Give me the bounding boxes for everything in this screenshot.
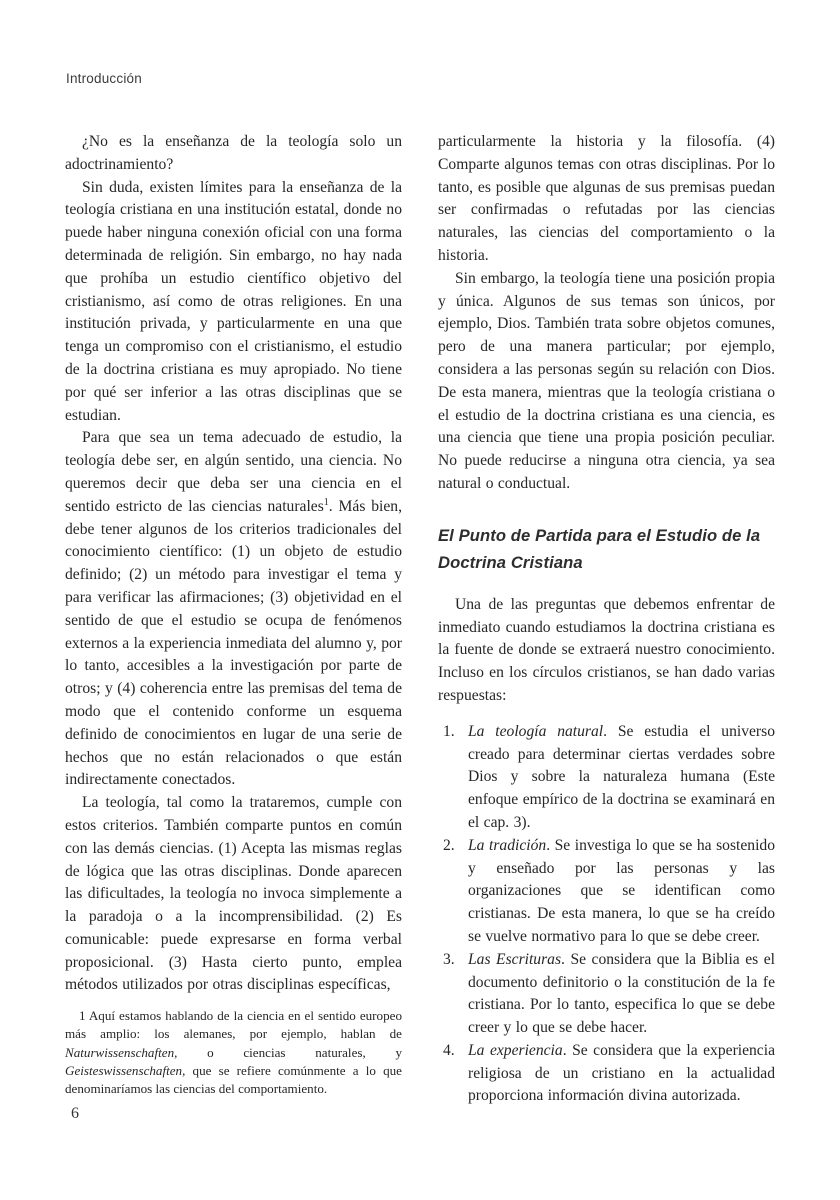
list-item-lead: La experiencia: [468, 1041, 563, 1059]
list-item-lead: Las Escrituras: [468, 950, 562, 968]
list-item-text: . Se investiga lo que se ha sostenido y enseñado por las personas y las organizaciones que se identifican como cristianas. De esta manera, lo que se ha creído se vuelve normativo para lo que se debe creer.: [468, 836, 776, 945]
footnote-segment: o ciencias naturales, y: [177, 1044, 402, 1060]
paragraph-science-before-ref: Para que sea un tema adecuado de estudio, la teología debe ser, en algún sentido, una ciencia. No queremos decir que deba ser una ciencia en el sentido estricto de las ciencias naturales: [65, 429, 402, 515]
paragraph-intro-sources: Una de las preguntas que debemos enfrentar de inmediato cuando estudiamos la doctrina cristiana es la fuente de donde se extraerá nuestro conocimiento. Incluso en los círculos cristianos, se han dado varias respuestas:: [438, 595, 775, 704]
list-item-number: 4.: [443, 1041, 455, 1059]
list-item-lead: La teología natural: [468, 722, 604, 740]
running-header: Introducción: [66, 71, 142, 86]
list-item-number: 2.: [443, 836, 455, 854]
paragraph-unique-position: Sin embargo, la teología tiene una posición propia y única. Algunos de sus temas son únicos, por ejemplo, Dios. También trata sobre objetos comunes, pero de una manera particular; por ejemplo, considera a las personas según su relación con Dios. De esta manera, mientras que la teología cristiana o el estudio de la doctrina cristiana es una ciencia, es una ciencia que tiene una propia posición peculiar. No puede reducirse a ninguna otra ciencia, ya sea natural o conductual.: [438, 269, 775, 492]
footnote-reference: 1: [323, 496, 329, 508]
paragraph-science: [65, 427, 402, 792]
sources-list: [438, 721, 775, 1109]
list-item-text: . Se estudia el universo creado para determinar ciertas verdades sobre Dios y sobre la naturaleza humana (Este enfoque empírico de la doctrina se examinará en el cap. 3).: [468, 722, 775, 831]
list-item-text: . Se considera que la Biblia es el documento definitorio o la constitución de la fe cristiana. Por lo tanto, especifica lo que se debe creer y lo que se debe hacer.: [468, 950, 775, 1037]
right-column: [438, 131, 775, 1108]
list-item-scriptures: [438, 949, 775, 1040]
paragraph-continuation: particularmente la historia y la filosofía. (4) Comparte algunos temas con otras disciplinas. Por lo tanto, es posible que algunas de sus premisas puedan ser confirmadas o refutadas por las ciencias naturales, las ciencias del comportamiento o la historia.: [438, 133, 775, 264]
paragraph-criteria: La teología, tal como la trataremos, cumple con estos criterios. También comparte puntos en común con las demás ciencias. (1) Acepta las mismas reglas de lógica que las otras disciplinas. Donde aparecen las dificultades, la teología no invoca simplemente a la paradoja o a la incomprensibilidad. (2) Es comunicable: puede expresarse en forma verbal proposicional. (3) Hasta cierto punto, emplea métodos utilizados por otras disciplinas específicas,: [65, 794, 402, 994]
list-item-number: 1.: [443, 722, 455, 740]
paragraph-question: ¿No es la enseñanza de la teología solo un adoctrinamiento?: [65, 133, 402, 173]
paragraph-science-after-ref: . Más bien, debe tener algunos de los criterios tradicionales del conocimiento científico: (1) un objeto de estudio definido; (2) un método para investigar el tema y para verificar las afirmaciones; (3) objetividad en el sentido de que el estudio se ocupa de fenómenos externos a la experiencia inmediata del alumno y, por lo tanto, accesibles a la investigación por parte de otros; y (4) coherencia entre las premisas del tema de modo que el contenido conforme un esquema definido de conocimientos en lugar de una serie de hechos que no están relacionados o que están indirectamente conectados.: [65, 497, 402, 789]
list-item-lead: La tradición: [468, 836, 547, 854]
footnote: [65, 1007, 402, 1098]
two-column-layout: [65, 131, 775, 1108]
page-number: 6: [71, 1105, 79, 1122]
list-item-text: . Se considera que la experiencia religiosa de un cristiano en la actualidad proporciona información divina autorizada.: [468, 1041, 775, 1105]
list-item-number: 3.: [443, 950, 455, 968]
footnote-term-naturwissenschaften: Naturwissenschaften,: [65, 1044, 178, 1060]
left-column: [65, 131, 402, 1108]
list-item-natural-theology: [438, 721, 775, 835]
footnote-segment: 1 Aquí estamos hablando de la ciencia en el sentido europeo más amplio: los alemanes, por ejemplo, hablan de: [65, 1008, 402, 1042]
paragraph-limits: Sin duda, existen límites para la enseñanza de la teología cristiana en una institución estatal, donde no puede haber ninguna conexión oficial con una forma determinada de religión. Sin embargo, no hay nada que prohíba un estudio científico objetivo del cristianismo, así como de otras religiones. En una institución privada, y particularmente en una que tenga un compromiso con el cristianismo, el estudio de la doctrina cristiana es muy apropiado. No tiene por qué ser inferior a las otras disciplinas que se estudian.: [65, 178, 402, 424]
footnote-term-geisteswissenschaften: Geisteswissenschaften,: [65, 1062, 186, 1078]
footnote-segment: que se refiere comúnmente a lo que denominaríamos las ciencias del comportamiento.: [65, 1062, 402, 1097]
list-item-tradition: [438, 835, 775, 949]
section-heading: El Punto de Partida para el Estudio de la Doctrina Cristiana: [438, 525, 761, 573]
list-item-experience: [438, 1040, 775, 1108]
